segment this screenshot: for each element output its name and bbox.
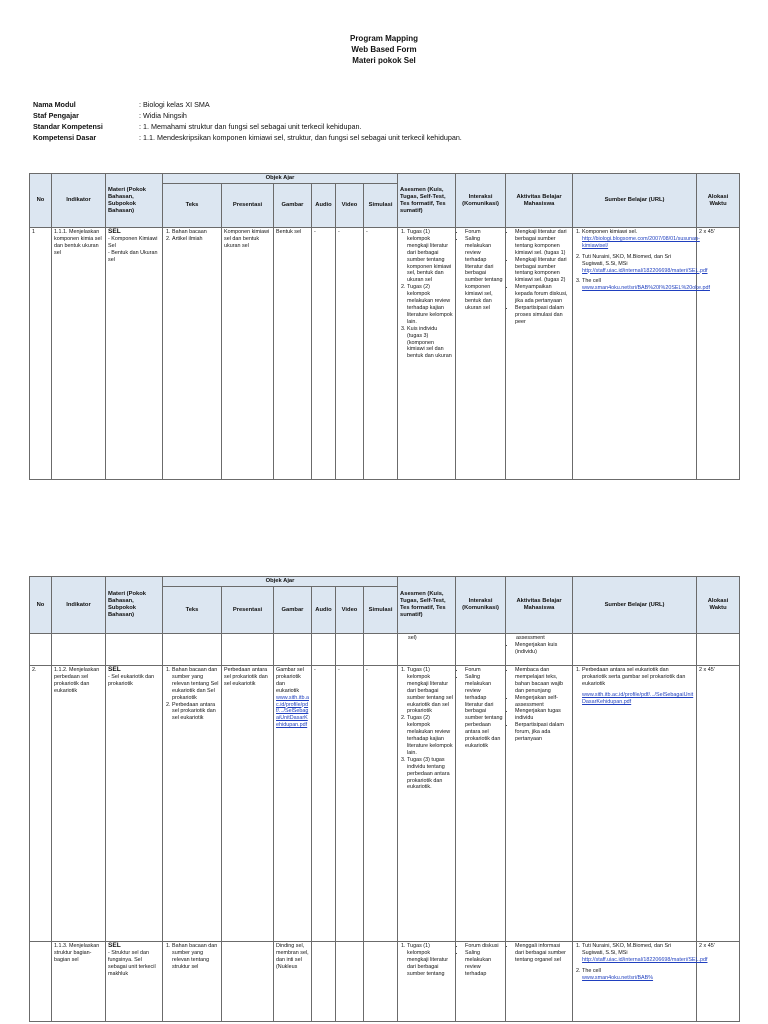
row1-interaksi <box>456 228 506 480</box>
col-video: Video <box>336 184 364 228</box>
row3-interaksi <box>456 942 506 1022</box>
row1-materi-item: - Bentuk dan Ukuran sel <box>108 250 160 264</box>
source-link[interactable]: http://staff.uiac.id/internal/182206698/materi/SEL.pdf <box>582 956 708 963</box>
doc-title-line1: Program Mapping <box>349 34 418 43</box>
col-presentasi: Presentasi <box>222 184 274 228</box>
mapping-table-1 <box>29 173 740 480</box>
row3-teks-item: 1. Bahan bacaan dan sumber yang relevan tentang struktur sel <box>172 943 219 971</box>
row2-asesmen-item: 3. Tugas (3) tugas individu tentang perbedaan antara prokariotik dan eukariotik. <box>407 757 453 792</box>
row2-materi-head: SEL <box>108 666 121 673</box>
row1-video: - <box>336 228 364 480</box>
row2-aktivitas-item: • Berpartisipasi dalam forum, jika ada pertanyaan <box>515 722 570 743</box>
col-teks: Teks <box>163 587 222 634</box>
row2-video: - <box>336 666 364 942</box>
col-no: No <box>30 577 52 634</box>
row2-asesmen-item: 2. Tugas (2) kelompok melakukan review terhadap kajian literature kelompok lain. <box>407 715 453 756</box>
row2-sumber <box>573 666 697 942</box>
col-materi: Materi (Pokok Bahasan, Subpokok Bahasan) <box>106 174 163 228</box>
row2-materi-item: - Sel eukariotik dan prokariotik <box>108 674 160 688</box>
row2-alokasi: 2 x 45' <box>697 666 740 942</box>
col-simulasi: Simulasi <box>364 184 398 228</box>
row2-sumber-item: 1. Perbedaan antara sel eukariotik dan prokariotik serta gambar sel prokariotik dan eukariotik www.sith.itb.ac.id/profile/pdf/.../SelSebagaiUnitDasarKehidupan.pdf <box>582 667 694 706</box>
col-audio: Audio <box>312 184 336 228</box>
col-sumber: Sumber Belajar (URL) <box>573 174 697 228</box>
row3-materi-item: - Struktur sel dan fungsinya. Sel sebagai unit terkecil makhluk <box>108 950 160 978</box>
col-no: No <box>30 174 52 228</box>
row1-asesmen-item: 1. Tugas (1) kelompok mengkaji literatur dari berbagai sumber tentang komponen kimiawi sel, bentuk dan ukuran sel <box>407 229 453 284</box>
row2-aktivitas-item: • Mengerjakan self-assessment <box>515 695 570 709</box>
row3-asesmen <box>398 942 456 1022</box>
table-row <box>30 666 740 942</box>
row1-aktivitas-item: • Mengkaji literatur dari berbagai sumber tentang komponen kimiawi sel. (tugas 2) <box>515 257 570 285</box>
row3-sumber-item: 1. Tuti Nuraini, SKO, M.Biomed, dan Sri Sugiwati, S.Si, MSi http://staff.uiac.id/internal/182206698/materi/SEL.pdf <box>582 943 694 968</box>
row2-asesmen-item: 1. Tugas (1) kelompok mengkaji literatur dari berbagai sumber tentang sel eukariotik dan sel prokariotik <box>407 667 453 715</box>
row1-materi-head: SEL <box>108 228 121 235</box>
meta-standar-kompetensi: Standar Kompetensi : 1. Memahami struktur dan fungsi sel sebagai unit terkecil kehidupan. <box>33 122 362 131</box>
row3-alokasi: 2 x 45' <box>697 942 740 1022</box>
source-link[interactable]: www.sith.itb.ac.id/profile/pdf/.../SelSebagaiUnitDasarKehidupan.pdf <box>276 694 309 729</box>
col-simulasi: Simulasi <box>364 587 398 634</box>
row3-materi-head: SEL <box>108 942 121 949</box>
row1-sumber-item: 1. Komponen kimiawi sel. http://biologi.blogsome.com/2007/08/01/susunan-kimiawisel/ <box>582 229 694 254</box>
col-interaksi: Interaksi (Komunikasi) <box>456 174 506 228</box>
row1-aktivitas-item: • Berpartisipasi dalam proses simulasi dan peer <box>515 305 570 326</box>
table-row <box>30 228 740 480</box>
col-gambar: Gambar <box>274 184 312 228</box>
row1-audio: - <box>312 228 336 480</box>
row2-aktivitas <box>506 666 573 942</box>
table-row <box>30 634 740 666</box>
row1-materi-item: - Komponen Kimiawi Sel <box>108 236 160 250</box>
row2-indikator: 1.1.2. Menjelaskan perbedaan sel prokariotik dan eukariotik <box>52 666 106 942</box>
row1-presentasi: Komponen kimiawi sel dan bentuk ukuran sel <box>222 228 274 480</box>
col-objek-ajar: Objek Ajar <box>163 174 398 184</box>
row2-teks-item: 1. Bahan bacaan dan sumber yang relevan tentang Sel eukariotik dan Sel prokariotik <box>172 667 219 702</box>
cont-asesmen: sel) <box>398 634 456 666</box>
col-presentasi: Presentasi <box>222 587 274 634</box>
row1-sumber-item: 2. Tuti Nuraini, SKO, M.Biomed, dan Sri Sugiwati, S.Si, MSi http://staff.uiac.id/internal/182206698/materi/SEL.pdf <box>582 254 694 279</box>
row1-aktivitas <box>506 228 573 480</box>
meta-nama-modul: Nama Modul : Biologi kelas XI SMA <box>33 100 210 109</box>
col-asesmen: Asesmen (Kuis, Tugas, Self-Test, Tes formatif, Tes sumatif) <box>398 174 456 228</box>
row3-interaksi-item: • Saling melakukan review terhadap <box>465 950 503 978</box>
mapping-table-2 <box>29 576 740 1022</box>
row1-aktivitas-item: • Mengkaji literatur dari berbagai sumber tentang komponen kimiawi sel. (tugas 1) <box>515 229 570 257</box>
row1-interaksi-item: • Forum <box>465 229 503 236</box>
col-materi: Materi (Pokok Bahasan, Subpokok Bahasan) <box>106 577 163 634</box>
row2-asesmen <box>398 666 456 942</box>
row2-interaksi <box>456 666 506 942</box>
table-row <box>30 942 740 1022</box>
row2-gambar: Gambar sel prokariotik dan eukariotik www.sith.itb.ac.id/profile/pdf/.../SelSebagaiUnitDasarKehidupan.pdf <box>274 666 312 942</box>
cont-aktivitas-item: • Mengerjakan kuis (individu) <box>515 642 570 656</box>
row1-gambar: Bentuk sel <box>274 228 312 480</box>
row1-interaksi-item: • Saling melakukan review terhadap literatur dari berbagai sumber tentang komponen kimiawi sel, bentuk dan ukuran sel <box>465 236 503 312</box>
meta-kompetensi-dasar: Kompetensi Dasar : 1.1. Mendeskripsikan komponen kimiawi sel, struktur, dan fungsi sel sebagai unit terkecil kehidupan. <box>33 133 462 142</box>
row2-materi <box>106 666 163 942</box>
row1-simulasi: - <box>364 228 398 480</box>
col-aktivitas: Aktivitas Belajar Mahasiswa <box>506 174 573 228</box>
doc-title-line3: Materi pokok Sel <box>352 56 416 65</box>
row2-teks-item: 2. Perbedaan antara sel prokariotik dan sel eukariotik <box>172 702 219 723</box>
row1-teks-item: 2. Artikel ilmiah <box>172 236 219 243</box>
cont-aktivitas: assessment • Mengerjakan kuis (individu) <box>506 634 573 666</box>
col-sumber: Sumber Belajar (URL) <box>573 577 697 634</box>
row2-no: 2. <box>30 666 52 942</box>
col-asesmen: Asesmen (Kuis, Tugas, Self-Test, Tes formatif, Tes sumatif) <box>398 577 456 634</box>
row3-gambar: Dinding sel, membran sel, dan inti sel (Nukleus <box>274 942 312 1022</box>
row3-teks <box>163 942 222 1022</box>
col-alokasi: Alokasi Waktu <box>697 174 740 228</box>
col-interaksi: Interaksi (Komunikasi) <box>456 577 506 634</box>
source-link[interactable]: http://biologi.blogsome.com/2007/08/01/susunan-kimiawisel/ <box>582 235 700 249</box>
doc-title-line2: Web Based Form <box>351 45 417 54</box>
col-gambar: Gambar <box>274 587 312 634</box>
meta-staf-pengajar: Staf Pengajar : Widia Ningsih <box>33 111 187 120</box>
col-video: Video <box>336 587 364 634</box>
col-objek-ajar: Objek Ajar <box>163 577 398 587</box>
row2-aktivitas-item: • Mengerjakan tugas individu <box>515 708 570 722</box>
col-indikator: Indikator <box>52 577 106 634</box>
row1-indikator: 1.1.1. Menjelaskan komponen kimia sel dan bentuk ukuran sel <box>52 228 106 480</box>
row1-teks <box>163 228 222 480</box>
row1-asesmen <box>398 228 456 480</box>
row2-aktivitas-item: • Membaca dan mempelajari teks, bahan bacaan wajib dan penunjang <box>515 667 570 695</box>
row3-aktivitas-item: • Menggali informasi dari berbagai sumber tentang organel sel <box>515 943 570 964</box>
row1-materi <box>106 228 163 480</box>
source-link[interactable]: www.sman4oku.net/sri/BAB%20I%20SEL%20oke.pdf <box>582 285 710 292</box>
row1-no: 1 <box>30 228 52 480</box>
col-alokasi: Alokasi Waktu <box>697 577 740 634</box>
row2-teks <box>163 666 222 942</box>
source-link[interactable]: www.sman4oku.net/sri/BAB% <box>582 974 654 981</box>
col-aktivitas: Aktivitas Belajar Mahasiswa <box>506 577 573 634</box>
row3-interaksi-item: • Forum diskusi <box>465 943 503 950</box>
row1-asesmen-item: 2. Tugas (2) kelompok melakukan review terhadap kajian literature kelompok lain. <box>407 284 453 325</box>
row1-teks-item: 1. Bahan bacaan <box>172 229 219 236</box>
row2-interaksi-item: • Forum <box>465 667 503 674</box>
col-audio: Audio <box>312 587 336 634</box>
row2-interaksi-item: • Saling melakukan review terhadap literatur dari berbagai sumber tentang perbedaan antara sel prokariotik dan eukariotik <box>465 674 503 750</box>
row3-aktivitas <box>506 942 573 1022</box>
row3-materi <box>106 942 163 1022</box>
source-link[interactable]: http://staff.uiac.id/internal/182206698/materi/SEL.pdf <box>582 267 708 274</box>
row1-aktivitas-item: • Menyampaikan kepada forum diskusi, jika ada pertanyaan <box>515 284 570 305</box>
row2-audio: - <box>312 666 336 942</box>
row2-simulasi: - <box>364 666 398 942</box>
source-link[interactable]: www.sith.itb.ac.id/profile/pdf/.../SelSebagaiUnitDasarKehidupan.pdf <box>582 691 694 705</box>
row2-presentasi: Perbedaan antara sel prokariotik dan sel eukariotik <box>222 666 274 942</box>
row1-alokasi: 2 x 45' <box>697 228 740 480</box>
row3-indikator: 1.1.3. Menjelaskan struktur bagian-bagian sel <box>52 942 106 1022</box>
row3-sumber-item: 2. The cell www.sman4oku.net/sri/BAB% <box>582 968 694 982</box>
row1-sumber-item: 3. The cell www.sman4oku.net/sri/BAB%20I%20SEL%20oke.pdf <box>582 278 694 292</box>
row1-asesmen-item: 3. Kuis individu (tugas 3) (komponen kimiawi sel dan bentuk dan ukuran <box>407 326 453 361</box>
col-teks: Teks <box>163 184 222 228</box>
row3-asesmen-item: 1. Tugas (1) kelompok mengkaji literatur dari berbagai sumber tentang <box>407 943 453 978</box>
col-indikator: Indikator <box>52 174 106 228</box>
